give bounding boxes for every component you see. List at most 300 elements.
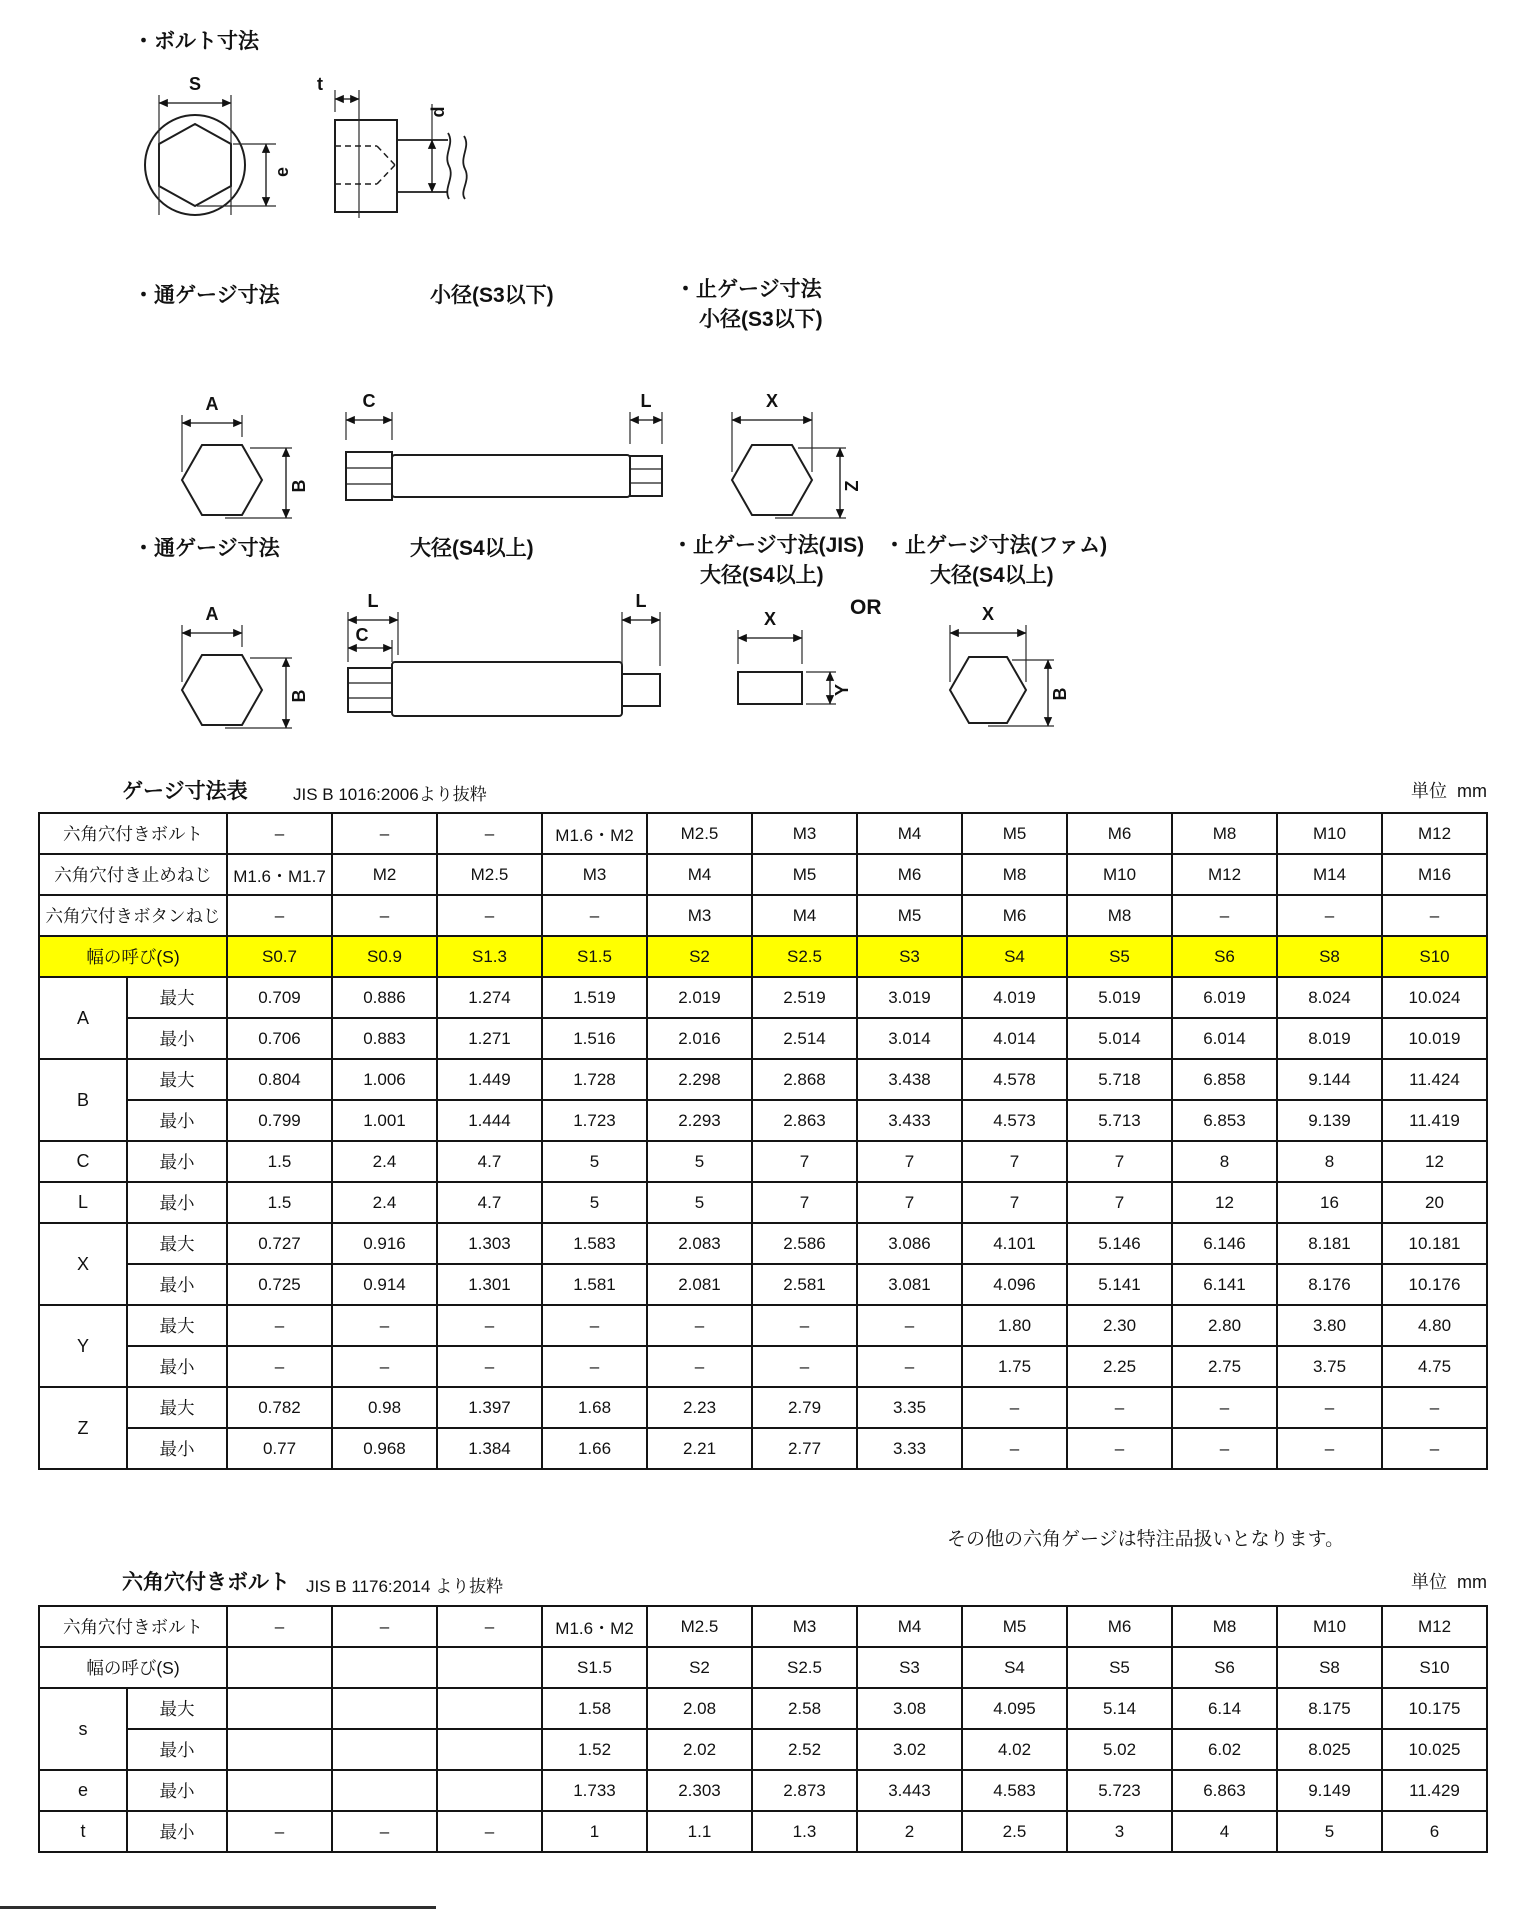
- dimension-value-cell: [332, 1688, 437, 1729]
- dimension-value-cell: 10.176: [1382, 1264, 1487, 1305]
- dimension-value-cell: 5: [542, 1182, 647, 1223]
- dimension-value-cell: 5.14: [1067, 1688, 1172, 1729]
- extension-line: [346, 412, 392, 440]
- thread-size-cell: –: [332, 1606, 437, 1647]
- dimension-data-row: [39, 1264, 1487, 1305]
- dimension-value-cell: 10.024: [1382, 977, 1487, 1018]
- dimension-value-cell: 3.75: [1277, 1346, 1382, 1387]
- dimension-value-cell: 7: [857, 1141, 962, 1182]
- dimension-value-cell: 6.02: [1172, 1729, 1277, 1770]
- dim-y-label: Y: [832, 683, 852, 697]
- dimension-value-cell: 2.298: [647, 1059, 752, 1100]
- dimension-value-cell: 10.025: [1382, 1729, 1487, 1770]
- dimension-value-cell: 0.914: [332, 1264, 437, 1305]
- thread-size-cell: –: [437, 895, 542, 936]
- width-cell: S5: [1067, 936, 1172, 977]
- dimension-data-row: [39, 1428, 1487, 1469]
- dimension-value-cell: 2.293: [647, 1100, 752, 1141]
- dimension-value-cell: –: [1172, 1428, 1277, 1469]
- gauge-hex-tip-left: [346, 452, 392, 500]
- dim-s-label: S: [188, 74, 202, 94]
- minmax-label: 最大: [127, 1387, 227, 1428]
- shaft-break-squiggle: [447, 133, 466, 199]
- dimension-value-cell: [332, 1729, 437, 1770]
- dimension-value-cell: 10.019: [1382, 1018, 1487, 1059]
- dimension-value-cell: 2.79: [752, 1387, 857, 1428]
- gauge-hex-end: [182, 445, 262, 515]
- dimension-value-cell: –: [1067, 1428, 1172, 1469]
- thread-header-row: [39, 1606, 1487, 1647]
- unit-label: 単位: [1411, 781, 1447, 801]
- dimension-symbol: s: [39, 1688, 127, 1770]
- dimension-value-cell: –: [1277, 1387, 1382, 1428]
- minmax-label: 最小: [127, 1264, 227, 1305]
- thread-size-cell: M8: [1172, 1606, 1277, 1647]
- row-label: 六角穴付きボルト: [39, 813, 227, 854]
- gauge-handle: [392, 662, 622, 716]
- dimension-value-cell: [227, 1729, 332, 1770]
- dimension-data-row: [39, 1811, 1487, 1852]
- thread-size-cell: M6: [962, 895, 1067, 936]
- thread-size-cell: M2.5: [437, 854, 542, 895]
- dimension-value-cell: 9.149: [1277, 1770, 1382, 1811]
- dimension-value-cell: 4.573: [962, 1100, 1067, 1141]
- width-cell: S1.5: [542, 936, 647, 977]
- dimension-value-cell: 5.723: [1067, 1770, 1172, 1811]
- dim-a-label: A: [205, 394, 219, 414]
- thread-size-cell: M4: [857, 1606, 962, 1647]
- dimension-value-cell: 8.181: [1277, 1223, 1382, 1264]
- dimension-value-cell: –: [962, 1428, 1067, 1469]
- dimension-value-cell: –: [1277, 1428, 1382, 1469]
- width-cell: S6: [1172, 1647, 1277, 1688]
- nogo-gauge-end-view-small: [732, 391, 862, 518]
- nogo-jis-subtitle: 大径(S4以上): [700, 564, 824, 587]
- thread-size-cell: M6: [857, 854, 962, 895]
- dimension-value-cell: 10.181: [1382, 1223, 1487, 1264]
- minmax-label: 最大: [127, 977, 227, 1018]
- dimension-value-cell: 4.583: [962, 1770, 1067, 1811]
- unit-value: mm: [1457, 781, 1487, 801]
- dimension-value-cell: 1.728: [542, 1059, 647, 1100]
- dimension-value-cell: 12: [1382, 1141, 1487, 1182]
- thread-size-cell: M2: [332, 854, 437, 895]
- dimension-value-cell: 2.514: [752, 1018, 857, 1059]
- dimension-value-cell: 2.586: [752, 1223, 857, 1264]
- dimension-value-cell: 4.578: [962, 1059, 1067, 1100]
- dimension-value-cell: 8: [1277, 1141, 1382, 1182]
- dimension-value-cell: 2.581: [752, 1264, 857, 1305]
- width-cell: S5: [1067, 1647, 1172, 1688]
- dim-d-label: d: [428, 106, 448, 118]
- thread-size-cell: M4: [857, 813, 962, 854]
- thread-size-cell: M1.6・M2: [542, 1606, 647, 1647]
- minmax-label: 最大: [127, 1223, 227, 1264]
- thread-size-cell: M6: [1067, 1606, 1172, 1647]
- dimension-value-cell: 3.014: [857, 1018, 962, 1059]
- custom-order-note: その他の六角ゲージは特注品扱いとなります。: [947, 1529, 1345, 1550]
- dimension-value-cell: 2.08: [647, 1688, 752, 1729]
- dimension-value-cell: 7: [857, 1182, 962, 1223]
- dimension-value-cell: –: [437, 1811, 542, 1852]
- dimension-value-cell: 2.081: [647, 1264, 752, 1305]
- dimension-value-cell: –: [647, 1346, 752, 1387]
- dimension-value-cell: [437, 1770, 542, 1811]
- thread-size-cell: M8: [1172, 813, 1277, 854]
- dimension-value-cell: 8.176: [1277, 1264, 1382, 1305]
- minmax-label: 最小: [127, 1182, 227, 1223]
- thread-header-row: [39, 854, 1487, 895]
- dimension-data-row: [39, 1387, 1487, 1428]
- dimension-value-cell: 1.1: [647, 1811, 752, 1852]
- thread-size-cell: –: [1172, 895, 1277, 936]
- dimension-value-cell: –: [647, 1305, 752, 1346]
- dimension-value-cell: 4.75: [1382, 1346, 1487, 1387]
- dimension-value-cell: 1.271: [437, 1018, 542, 1059]
- width-cell: S8: [1277, 936, 1382, 977]
- dimension-value-cell: 2.019: [647, 977, 752, 1018]
- go-gauge-small-title: ・通ゲージ寸法: [133, 284, 280, 307]
- width-cell: S2: [647, 936, 752, 977]
- dim-x-label: X: [765, 391, 779, 411]
- dimension-value-cell: 1.444: [437, 1100, 542, 1141]
- thread-size-cell: M10: [1067, 854, 1172, 895]
- dimension-value-cell: –: [962, 1387, 1067, 1428]
- gauge-hex-tip-left: [348, 668, 392, 712]
- dimension-value-cell: 10.175: [1382, 1688, 1487, 1729]
- dimension-value-cell: 4.80: [1382, 1305, 1487, 1346]
- go-gauge-large-subtitle: 大径(S4以上): [410, 537, 534, 560]
- width-cell: S0.7: [227, 936, 332, 977]
- bolt-table-title: 六角穴付きボルト: [122, 1571, 290, 1594]
- width-designation-row: [39, 1647, 1487, 1688]
- hex-facet-lines: [630, 469, 662, 483]
- dimension-value-cell: 1.5: [227, 1182, 332, 1223]
- dimension-value-cell: 4.014: [962, 1018, 1067, 1059]
- dimension-value-cell: 1.449: [437, 1059, 542, 1100]
- dimension-value-cell: 3.35: [857, 1387, 962, 1428]
- thread-size-cell: –: [437, 1606, 542, 1647]
- thread-size-cell: M2.5: [647, 1606, 752, 1647]
- dimension-value-cell: 4.101: [962, 1223, 1067, 1264]
- dimension-value-cell: 1.58: [542, 1688, 647, 1729]
- thread-size-cell: –: [332, 813, 437, 854]
- dimension-value-cell: [227, 1770, 332, 1811]
- gauge-handle: [392, 455, 630, 497]
- dimension-value-cell: 1.583: [542, 1223, 647, 1264]
- dimension-value-cell: 2.80: [1172, 1305, 1277, 1346]
- dimension-value-cell: 1.303: [437, 1223, 542, 1264]
- nogo-fam-subtitle: 大径(S4以上): [930, 564, 1054, 587]
- or-label: OR: [850, 596, 882, 619]
- socket-bolt-table: [38, 1605, 1488, 1853]
- dimension-value-cell: 1.519: [542, 977, 647, 1018]
- dimension-value-cell: –: [857, 1305, 962, 1346]
- dimension-value-cell: –: [752, 1346, 857, 1387]
- dimension-value-cell: 4.019: [962, 977, 1067, 1018]
- dimension-value-cell: –: [332, 1346, 437, 1387]
- go-gauge-large-title: ・通ゲージ寸法: [133, 537, 280, 560]
- gauge-hex-tip-right: [630, 456, 662, 496]
- dimension-value-cell: 5.146: [1067, 1223, 1172, 1264]
- bolt-table-unit: [1411, 1568, 1487, 1594]
- nogo-gauge-jis-large: [738, 609, 852, 704]
- dimension-value-cell: 0.886: [332, 977, 437, 1018]
- dimension-value-cell: 0.709: [227, 977, 332, 1018]
- minmax-label: 最大: [127, 1688, 227, 1729]
- bolt-head-side-view: [317, 74, 467, 218]
- thread-header-row: [39, 895, 1487, 936]
- dimension-value-cell: 8.024: [1277, 977, 1382, 1018]
- dimension-value-cell: 8.025: [1277, 1729, 1382, 1770]
- dimension-value-cell: 2.303: [647, 1770, 752, 1811]
- thread-size-cell: M4: [647, 854, 752, 895]
- dimension-value-cell: 8: [1172, 1141, 1277, 1182]
- width-cell: S2.5: [752, 936, 857, 977]
- dimension-value-cell: 5: [1277, 1811, 1382, 1852]
- dimension-data-row: [39, 1688, 1487, 1729]
- dimension-value-cell: 5: [647, 1182, 752, 1223]
- dimension-value-cell: –: [437, 1305, 542, 1346]
- dimension-data-row: [39, 977, 1487, 1018]
- thread-size-cell: M5: [857, 895, 962, 936]
- dimension-value-cell: 3.08: [857, 1688, 962, 1729]
- dimension-value-cell: 0.77: [227, 1428, 332, 1469]
- dimension-value-cell: 3.086: [857, 1223, 962, 1264]
- dimension-value-cell: 3.02: [857, 1729, 962, 1770]
- thread-size-cell: –: [227, 1606, 332, 1647]
- thread-size-cell: M1.6・M1.7: [227, 854, 332, 895]
- width-cell: S0.9: [332, 936, 437, 977]
- dimension-value-cell: [332, 1770, 437, 1811]
- extension-line: [630, 412, 662, 444]
- extension-line: [738, 630, 802, 664]
- dimension-value-cell: 5.718: [1067, 1059, 1172, 1100]
- dimension-value-cell: 0.727: [227, 1223, 332, 1264]
- width-cell: S1.3: [437, 936, 542, 977]
- unit-label: 単位: [1411, 1572, 1447, 1592]
- dimension-value-cell: –: [1382, 1387, 1487, 1428]
- dimension-value-cell: 12: [1172, 1182, 1277, 1223]
- dimension-value-cell: 2: [857, 1811, 962, 1852]
- dimension-data-row: [39, 1018, 1487, 1059]
- gauge-pin-tip-right: [622, 674, 660, 706]
- dim-x-label: X: [763, 609, 777, 629]
- thread-size-cell: –: [437, 813, 542, 854]
- dimension-value-cell: 1.001: [332, 1100, 437, 1141]
- dimension-value-cell: 1.75: [962, 1346, 1067, 1387]
- dimension-symbol: X: [39, 1223, 127, 1305]
- dimension-value-cell: 1.516: [542, 1018, 647, 1059]
- dimension-value-cell: 1.66: [542, 1428, 647, 1469]
- dimension-value-cell: 1.397: [437, 1387, 542, 1428]
- dimension-value-cell: 16: [1277, 1182, 1382, 1223]
- size-row-label: 幅の呼び(S): [39, 1647, 227, 1688]
- dimension-value-cell: 1.274: [437, 977, 542, 1018]
- dimension-data-row: [39, 1100, 1487, 1141]
- thread-size-cell: M10: [1277, 1606, 1382, 1647]
- gauge-table-subtitle: JIS B 1016:2006より抜粋: [293, 785, 487, 804]
- dimension-value-cell: 2.873: [752, 1770, 857, 1811]
- dimension-value-cell: 0.725: [227, 1264, 332, 1305]
- width-cell: S3: [857, 1647, 962, 1688]
- dimension-value-cell: 2.02: [647, 1729, 752, 1770]
- extension-line: [225, 448, 292, 518]
- dimension-symbol: Y: [39, 1305, 127, 1387]
- dimension-value-cell: 3.80: [1277, 1305, 1382, 1346]
- dimension-value-cell: 1.80: [962, 1305, 1067, 1346]
- dimension-value-cell: 6.853: [1172, 1100, 1277, 1141]
- thread-size-cell: M12: [1382, 813, 1487, 854]
- dimension-value-cell: 5: [542, 1141, 647, 1182]
- minmax-label: 最小: [127, 1811, 227, 1852]
- thread-size-cell: M3: [752, 813, 857, 854]
- dimension-value-cell: 2.58: [752, 1688, 857, 1729]
- scan-artifact-line: [0, 1906, 436, 1909]
- dimension-value-cell: 7: [962, 1141, 1067, 1182]
- dimension-value-cell: 3.433: [857, 1100, 962, 1141]
- dimension-value-cell: 1.3: [752, 1811, 857, 1852]
- dimension-value-cell: 0.98: [332, 1387, 437, 1428]
- dimension-symbol: L: [39, 1182, 127, 1223]
- dimension-value-cell: 4.7: [437, 1141, 542, 1182]
- row-label: 六角穴付きボルト: [39, 1606, 227, 1647]
- dimension-value-cell: 2.4: [332, 1182, 437, 1223]
- dimension-value-cell: 2.5: [962, 1811, 1067, 1852]
- nogo-fam-title: ・止ゲージ寸法(ファム): [884, 534, 1108, 557]
- socket-hidden-lines: [335, 146, 395, 184]
- dim-b-label: B: [1050, 687, 1070, 701]
- dimension-value-cell: 2.52: [752, 1729, 857, 1770]
- gauge-table-unit: [1411, 777, 1487, 803]
- dimension-value-cell: 1.723: [542, 1100, 647, 1141]
- dimension-value-cell: 5: [647, 1141, 752, 1182]
- thread-size-cell: M3: [647, 895, 752, 936]
- dimension-symbol: C: [39, 1141, 127, 1182]
- dimension-value-cell: –: [857, 1346, 962, 1387]
- dimension-value-cell: 4.7: [437, 1182, 542, 1223]
- dimension-value-cell: 1.006: [332, 1059, 437, 1100]
- dimension-value-cell: 2.016: [647, 1018, 752, 1059]
- row-label: 六角穴付き止めねじ: [39, 854, 227, 895]
- minmax-label: 最小: [127, 1729, 227, 1770]
- row-label: 六角穴付きボタンねじ: [39, 895, 227, 936]
- dimension-value-cell: –: [1067, 1387, 1172, 1428]
- dimension-data-row: [39, 1770, 1487, 1811]
- go-gauge-small-subtitle: 小径(S3以下): [430, 284, 554, 307]
- bolt-table-subtitle: JIS B 1176:2014 より抜粋: [306, 1577, 504, 1596]
- dimension-value-cell: 20: [1382, 1182, 1487, 1223]
- dimension-value-cell: 3.443: [857, 1770, 962, 1811]
- dimension-value-cell: 2.863: [752, 1100, 857, 1141]
- dimension-value-cell: 7: [1067, 1141, 1172, 1182]
- minmax-label: 最小: [127, 1100, 227, 1141]
- technical-diagrams: [0, 0, 1531, 750]
- thread-size-cell: –: [227, 813, 332, 854]
- dimension-value-cell: 3.33: [857, 1428, 962, 1469]
- dimension-value-cell: 6.146: [1172, 1223, 1277, 1264]
- dimension-value-cell: 1.68: [542, 1387, 647, 1428]
- thread-size-cell: M8: [1067, 895, 1172, 936]
- dim-b-label: B: [289, 689, 309, 703]
- thread-size-cell: M5: [962, 813, 1067, 854]
- dimension-value-cell: 6.014: [1172, 1018, 1277, 1059]
- dim-b-label: B: [289, 479, 309, 493]
- thread-size-cell: M6: [1067, 813, 1172, 854]
- dimension-value-cell: 6.858: [1172, 1059, 1277, 1100]
- dimension-value-cell: 1.301: [437, 1264, 542, 1305]
- dimension-value-cell: –: [1172, 1387, 1277, 1428]
- thread-size-cell: M2.5: [647, 813, 752, 854]
- dim-c-label: C: [355, 625, 369, 645]
- dimension-value-cell: 3.438: [857, 1059, 962, 1100]
- extension-line: [732, 412, 812, 472]
- gauge-hex-end: [732, 445, 812, 515]
- nogo-pin-rect: [738, 672, 802, 704]
- dimension-value-cell: 2.4: [332, 1141, 437, 1182]
- dimension-data-row: [39, 1059, 1487, 1100]
- width-cell: S8: [1277, 1647, 1382, 1688]
- dimension-value-cell: 0.968: [332, 1428, 437, 1469]
- thread-size-cell: M3: [752, 1606, 857, 1647]
- nogo-gauge-small-title: ・止ゲージ寸法: [675, 278, 822, 301]
- dimension-value-cell: 5.02: [1067, 1729, 1172, 1770]
- gauge-table-title: ゲージ寸法表: [122, 780, 248, 803]
- dimension-value-cell: 0.782: [227, 1387, 332, 1428]
- dimension-value-cell: 0.804: [227, 1059, 332, 1100]
- dimension-data-row: [39, 1182, 1487, 1223]
- gauge-hex-end: [950, 657, 1026, 723]
- width-cell: S4: [962, 1647, 1067, 1688]
- thread-size-cell: M16: [1382, 854, 1487, 895]
- dimension-data-row: [39, 1305, 1487, 1346]
- minmax-label: 最小: [127, 1770, 227, 1811]
- extension-line: [159, 95, 231, 215]
- dimension-value-cell: 11.429: [1382, 1770, 1487, 1811]
- bolt-head-rect: [335, 120, 397, 212]
- thread-size-cell: M14: [1277, 854, 1382, 895]
- dim-l-right-label: L: [635, 591, 647, 611]
- dimension-data-row: [39, 1346, 1487, 1387]
- dimension-value-cell: [227, 1688, 332, 1729]
- dimension-value-cell: –: [332, 1305, 437, 1346]
- gauge-dimension-table: [38, 812, 1488, 1470]
- dimension-symbol: B: [39, 1059, 127, 1141]
- width-cell: S6: [1172, 936, 1277, 977]
- dimension-value-cell: 9.144: [1277, 1059, 1382, 1100]
- dim-l-label: L: [640, 391, 652, 411]
- dim-t-label: t: [317, 74, 323, 94]
- thread-size-cell: –: [1277, 895, 1382, 936]
- dimension-value-cell: –: [332, 1811, 437, 1852]
- gauge-hex-end: [182, 655, 262, 725]
- dim-x-label: X: [981, 604, 995, 624]
- dimension-value-cell: 5.019: [1067, 977, 1172, 1018]
- dim-z-label: Z: [842, 480, 862, 492]
- dimension-value-cell: 1.5: [227, 1141, 332, 1182]
- dimension-symbol: t: [39, 1811, 127, 1852]
- dimension-value-cell: 0.799: [227, 1100, 332, 1141]
- go-gauge-body-small: [346, 391, 662, 500]
- nogo-jis-title: ・止ゲージ寸法(JIS): [672, 534, 865, 557]
- dimension-value-cell: 2.23: [647, 1387, 752, 1428]
- extension-line: [197, 144, 276, 206]
- dimension-value-cell: –: [1382, 1428, 1487, 1469]
- dimension-value-cell: 3: [1067, 1811, 1172, 1852]
- dimension-value-cell: 6.14: [1172, 1688, 1277, 1729]
- dimension-value-cell: 3.019: [857, 977, 962, 1018]
- thread-size-cell: –: [227, 895, 332, 936]
